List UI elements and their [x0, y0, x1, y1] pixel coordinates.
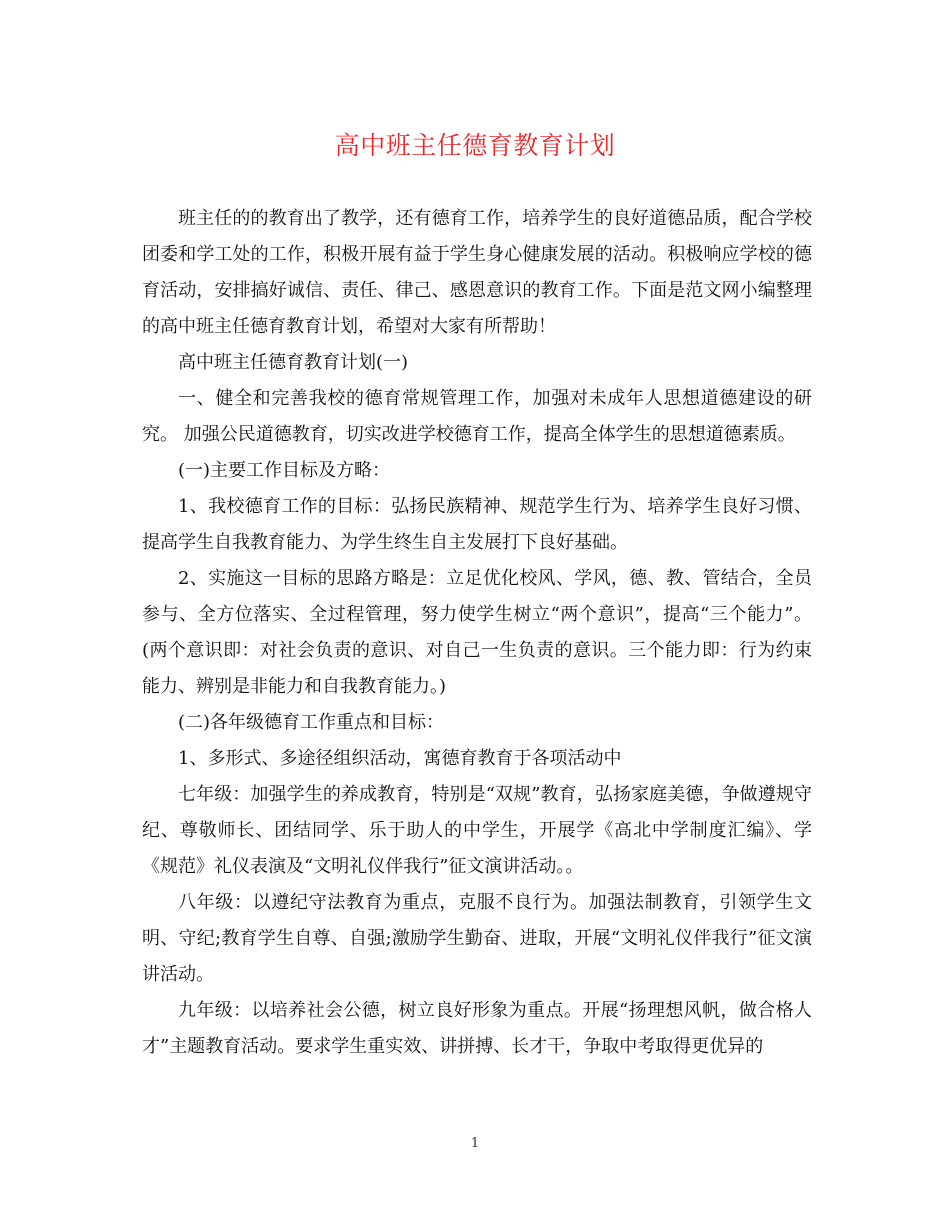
page-number: 1: [470, 1136, 480, 1151]
document-title: 高中班主任德育教育计划: [334, 131, 616, 160]
paragraph-goal-1: 1、我校德育工作的目标：弘扬民族精神、规范学生行为、培养学生良好习惯、提高学生自我教育能力、为学生终生自主发展打下良好基础。: [142, 496, 812, 553]
paragraph-grade-9: 九年级：以培养社会公德，树立良好形象为重点。开展“扬理想风帆，做合格人才”主题教育活动。要求学生重实效、讲拼搏、长才干，争取中考取得更优异的: [142, 1000, 812, 1057]
document-body: [142, 201, 812, 1065]
paragraph-section-one: 一、健全和完善我校的德育常规管理工作，加强对未成年人思想道德建设的研究。 加强公民道德教育，切实改进学校德育工作，提高全体学生的思想道德素质。: [142, 388, 812, 445]
paragraph-grade-8: 八年级：以遵纪守法教育为重点，克服不良行为。加强法制教育，引领学生文明、守纪;教育学生自尊、自强;激励学生勤奋、进取，开展“文明礼仪伴我行”征文演讲活动。: [142, 892, 812, 985]
paragraph-grade-7: 七年级：加强学生的养成教育，特别是“双规”教育，弘扬家庭美德，争做遵规守纪、尊敬师长、团结同学、乐于助人的中学生，开展学《高北中学制度汇编》、学《规范》礼仪表演及“文明礼仪伴我行”征文演讲活动。。: [142, 784, 812, 877]
paragraph-activities: 1、多形式、多途径组织活动，寓德育教育于各项活动中: [178, 748, 622, 769]
paragraph-goals-heading: (一)主要工作目标及方略：: [178, 460, 391, 481]
paragraph-plan-heading: 高中班主任德育教育计划(一): [178, 352, 409, 373]
paragraph-goal-2: 2、实施这一目标的思路方略是：立足优化校风、学风，德、教、管结合，全员参与、全方位落实、全过程管理，努力使学生树立“两个意识”，提高“三个能力”。(两个意识即：对社会负责的意识、对自己一生负责的意识。三个能力即：行为约束能力、辨别是非能力和自我教育能力。): [142, 568, 812, 697]
paragraph-intro: 班主任的的教育出了教学，还有德育工作，培养学生的良好道德品质，配合学校团委和学工处的工作，积极开展有益于学生身心健康发展的活动。积极响应学校的德育活动，安排搞好诚信、责任、律己、感恩意识的教育工作。下面是范文网小编整理的高中班主任德育教育计划，希望对大家有所帮助！: [142, 208, 812, 337]
paragraph-grade-heading: (二)各年级德育工作重点和目标：: [178, 712, 445, 733]
